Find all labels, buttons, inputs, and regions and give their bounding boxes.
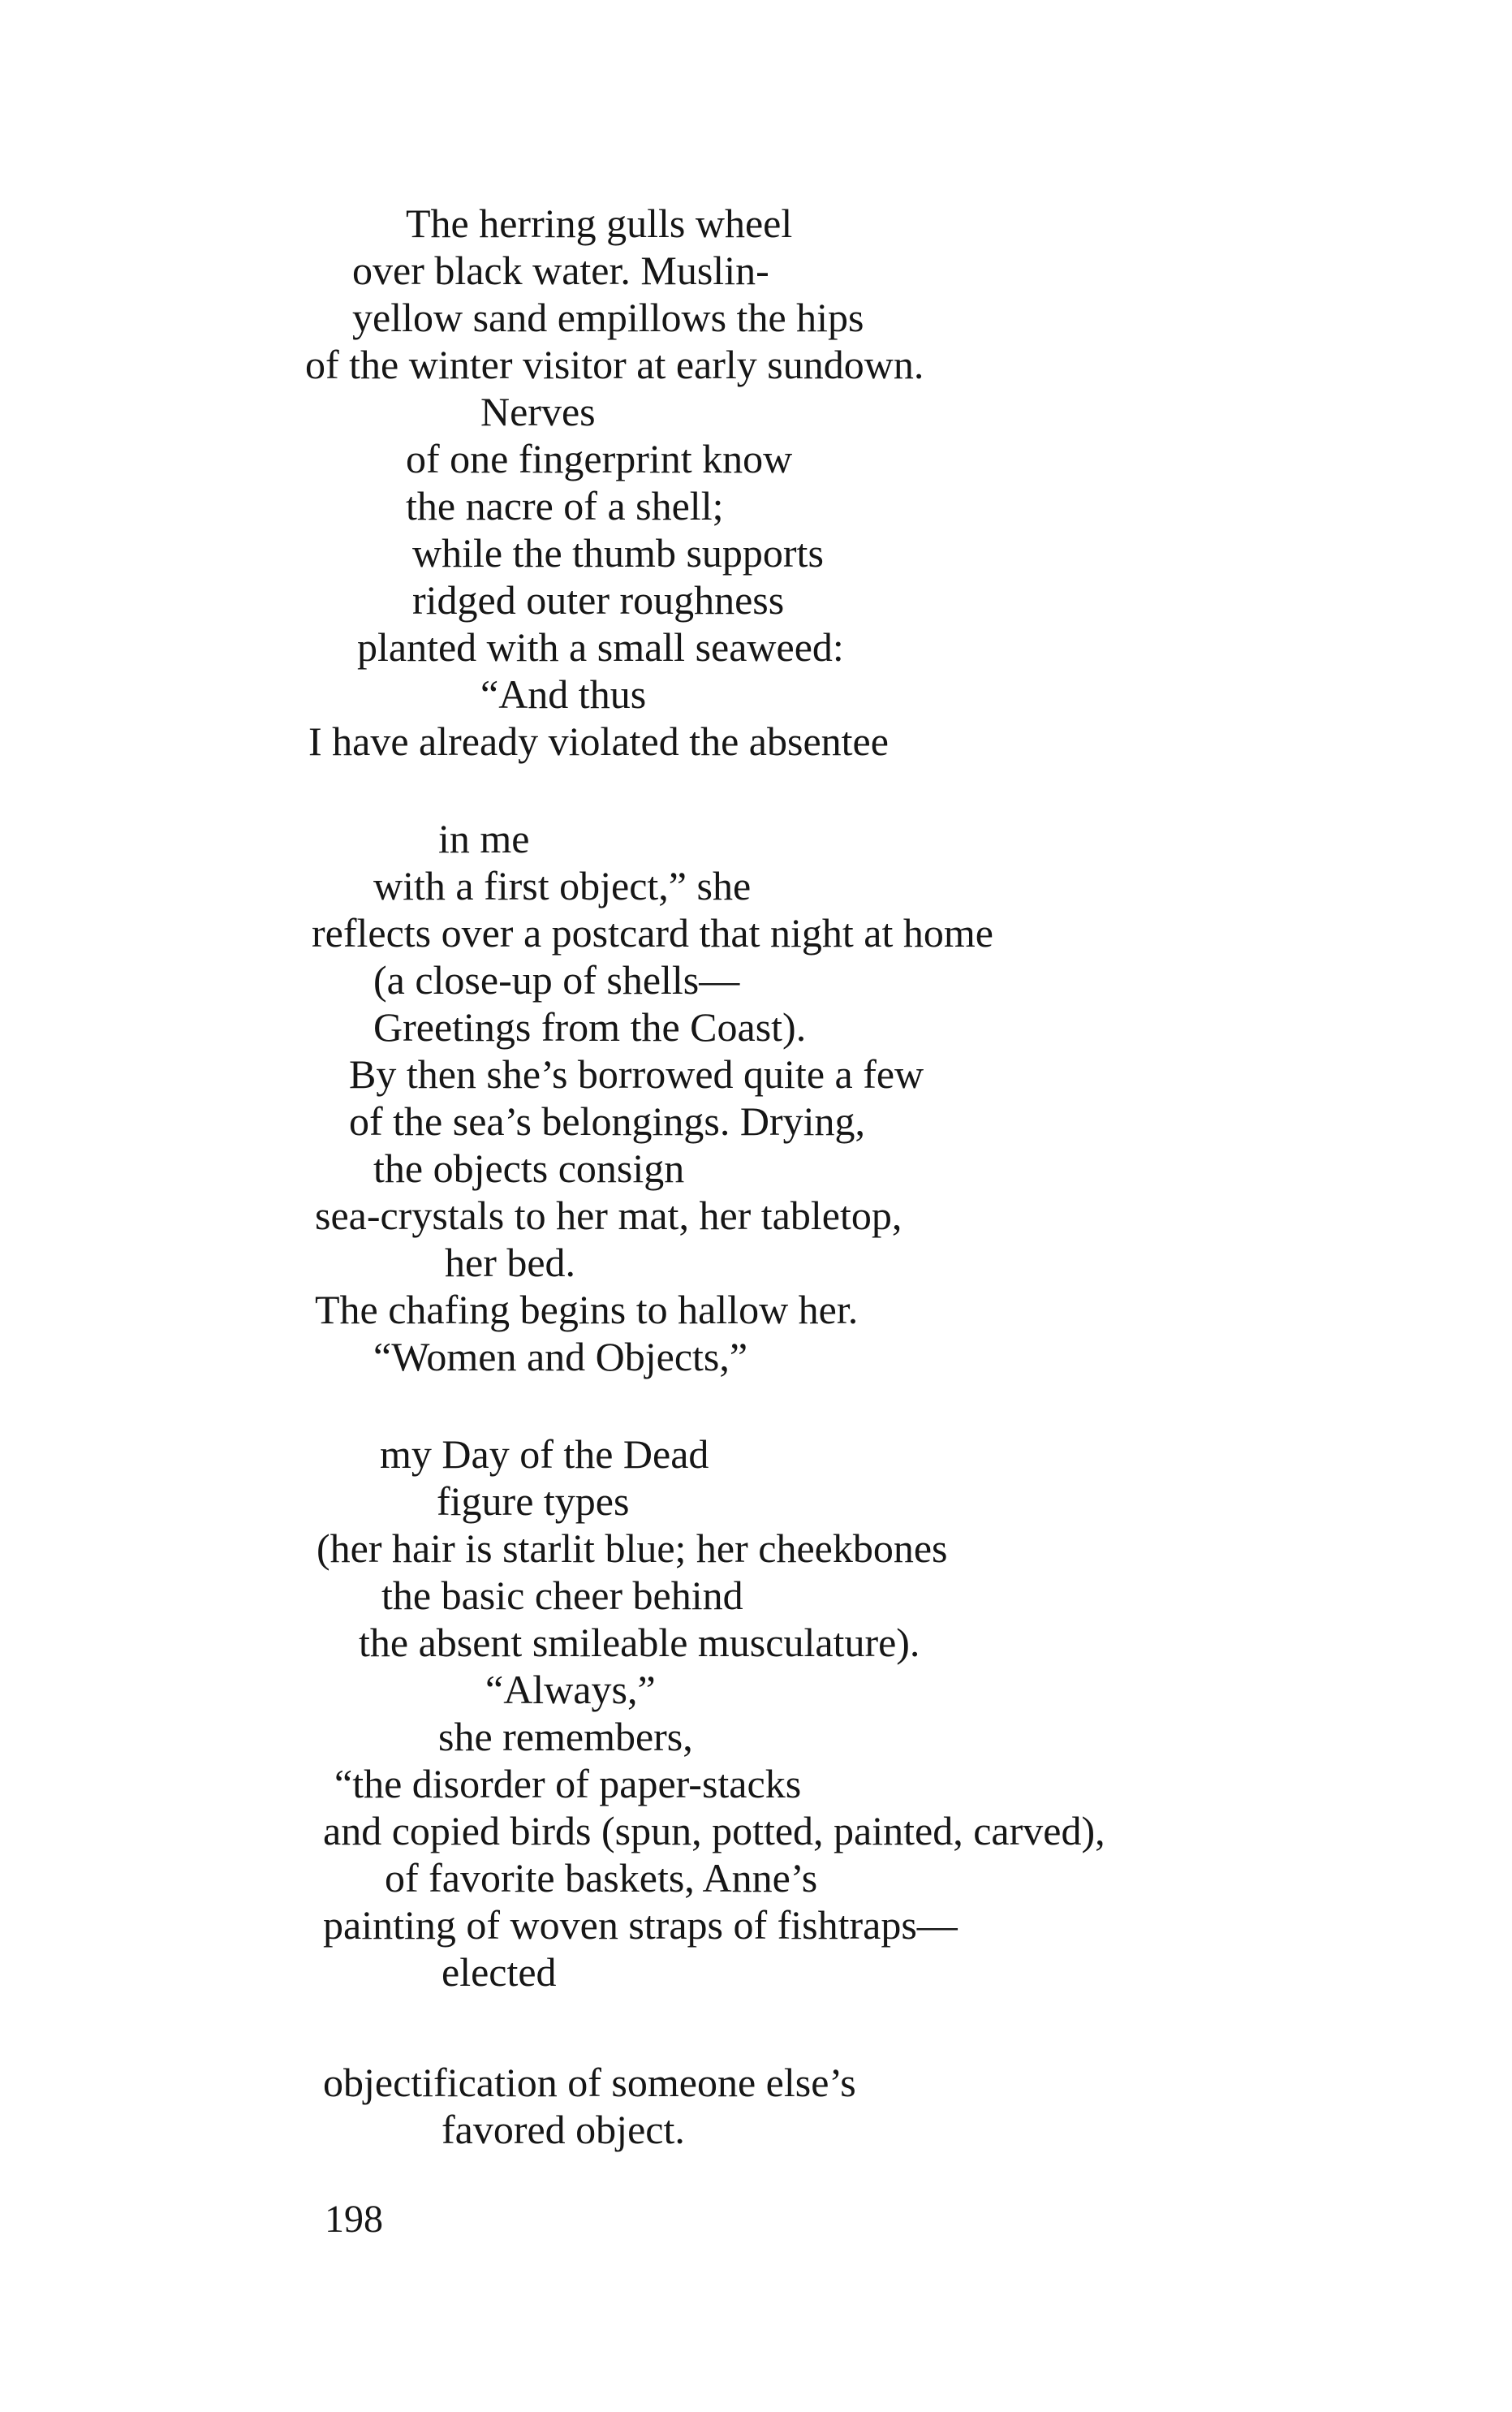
- poem-line: of the winter visitor at early sundown.: [305, 342, 924, 387]
- poem-line: while the thumb supports: [412, 530, 824, 576]
- poem-line: she remembers,: [438, 1714, 693, 1759]
- poem-line: of favorite baskets, Anne’s: [385, 1855, 818, 1901]
- poem-line: yellow sand empillows the hips: [352, 295, 864, 340]
- poem-line: over black water. Muslin-: [352, 248, 769, 293]
- poem-line: the nacre of a shell;: [406, 483, 724, 529]
- poem-line: her bed.: [445, 1240, 576, 1285]
- poem-line: favored object.: [442, 2107, 685, 2152]
- poem-line: and copied birds (spun, potted, painted, carved),: [323, 1808, 1105, 1853]
- poem-line: sea-crystals to her mat, her tabletop,: [315, 1193, 902, 1238]
- poem-line: planted with a small seaweed:: [357, 624, 844, 670]
- poem-line: elected: [442, 1949, 557, 1995]
- poem-line: painting of woven straps of fishtraps—: [323, 1902, 958, 1948]
- poem-line: Nerves: [480, 389, 596, 434]
- poem-line: of one fingerprint know: [406, 436, 793, 481]
- poem-line: objectification of someone else’s: [323, 2060, 856, 2105]
- poem-line: The chafing begins to hallow her.: [315, 1287, 859, 1332]
- poem-line: “And thus: [480, 671, 647, 717]
- poem-line: “Women and Objects,”: [373, 1334, 748, 1379]
- poem-line: my Day of the Dead: [380, 1431, 709, 1477]
- poem-line: reflects over a postcard that night at home: [312, 910, 993, 956]
- poem-line: “the disorder of paper-stacks: [334, 1761, 802, 1806]
- poem-line: I have already violated the absentee: [308, 718, 889, 764]
- poem-line: the basic cheer behind: [381, 1573, 743, 1618]
- poem-line: ridged outer roughness: [412, 577, 785, 623]
- poem-line: (her hair is starlit blue; her cheekbones: [317, 1525, 948, 1571]
- poem-line: of the sea’s belongings. Drying,: [349, 1098, 866, 1144]
- page-number: 198: [325, 2198, 383, 2241]
- poem-line: the objects consign: [373, 1146, 685, 1191]
- poem-line: By then she’s borrowed quite a few: [349, 1051, 924, 1097]
- poem-line: (a close-up of shells—: [373, 957, 740, 1003]
- poem-line: the absent smileable musculature).: [359, 1620, 920, 1665]
- poem-line: figure types: [437, 1478, 630, 1524]
- poem-line: “Always,”: [485, 1667, 656, 1712]
- poem-line: Greetings from the Coast).: [373, 1004, 807, 1050]
- poem-line: in me: [438, 816, 530, 861]
- poem-line: The herring gulls wheel: [406, 201, 793, 246]
- poem-line: with a first object,” she: [373, 863, 752, 908]
